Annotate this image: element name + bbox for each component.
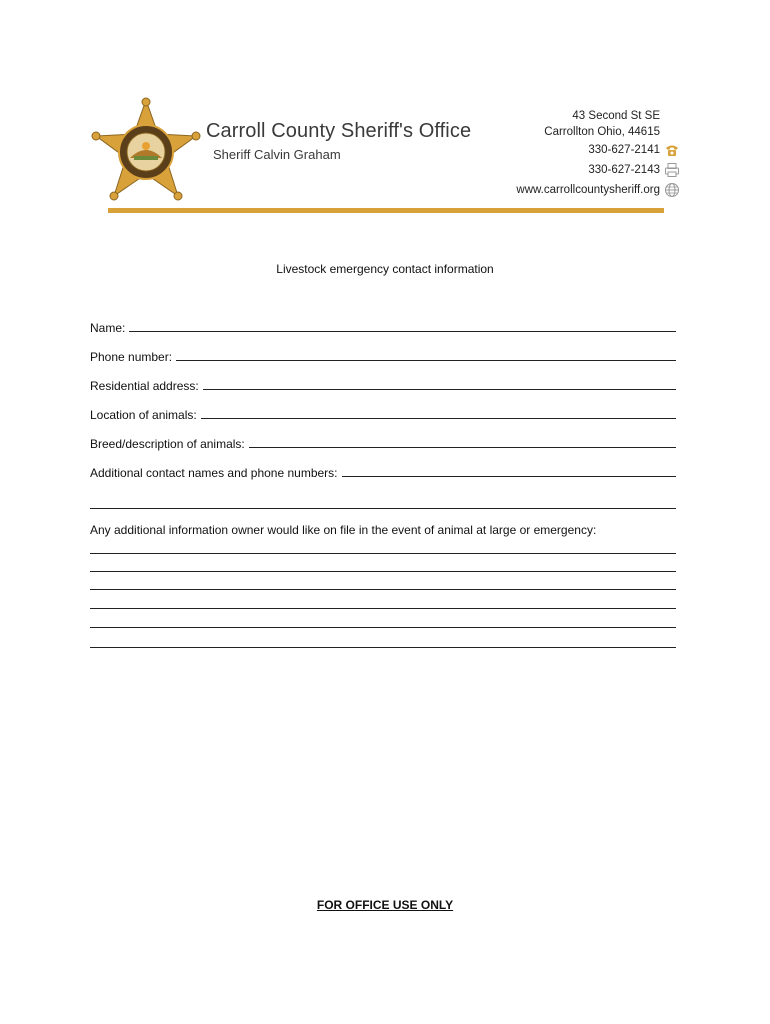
website-line	[480, 180, 680, 200]
breed-description-field[interactable]	[90, 433, 676, 451]
additional-contacts-field[interactable]	[90, 462, 676, 480]
residential-address-field[interactable]	[90, 375, 676, 393]
phone-number: 330-627-2141	[588, 144, 660, 156]
form-title: Livestock emergency contact information	[276, 262, 494, 276]
sheriff-name: Sheriff Calvin Graham	[213, 147, 341, 162]
phone-line	[480, 140, 680, 160]
additional-info-line[interactable]	[90, 608, 676, 609]
additional-contacts-input-line[interactable]	[342, 476, 677, 477]
breed-description-label: Breed/description of animals:	[90, 437, 245, 451]
residential-address-input-line[interactable]	[203, 389, 676, 390]
phone-number-input-line[interactable]	[176, 360, 676, 361]
additional-contacts-label: Additional contact names and phone numbers:	[90, 466, 338, 480]
name-input-line[interactable]	[129, 331, 676, 332]
website-link[interactable]: www.carrollcountysheriff.org	[516, 184, 660, 196]
globe-icon	[664, 182, 680, 198]
contact-block	[480, 108, 680, 200]
additional-contacts-continuation-line[interactable]	[90, 508, 676, 509]
additional-info-line[interactable]	[90, 627, 676, 628]
address-line-2: Carrollton Ohio, 44615	[544, 126, 660, 138]
additional-info-line[interactable]	[90, 647, 676, 648]
additional-info-line[interactable]	[90, 571, 676, 572]
fax-line	[480, 160, 680, 180]
address-line-1: 43 Second St SE	[572, 110, 660, 122]
additional-info-line[interactable]	[90, 553, 676, 554]
residential-address-label: Residential address:	[90, 379, 199, 393]
phone-icon	[664, 142, 680, 158]
office-use-heading: FOR OFFICE USE ONLY	[316, 898, 454, 912]
fax-number: 330-627-2143	[588, 164, 660, 176]
phone-number-field[interactable]	[90, 346, 676, 364]
header-divider	[108, 208, 664, 213]
breed-description-input-line[interactable]	[249, 447, 676, 448]
fax-icon	[664, 162, 680, 178]
letterhead	[88, 92, 680, 217]
sheriff-star-badge-icon	[88, 96, 204, 202]
name-field[interactable]	[90, 317, 676, 335]
phone-number-label: Phone number:	[90, 350, 173, 364]
additional-info-label: Any additional information owner would like on file in the event of animal at large or emergency:	[90, 523, 597, 537]
location-of-animals-label: Location of animals:	[90, 408, 197, 422]
name-label: Name:	[90, 321, 126, 335]
additional-info-line[interactable]	[90, 589, 676, 590]
office-name: Carroll County Sheriff's Office	[206, 120, 472, 142]
location-of-animals-field[interactable]	[90, 404, 676, 422]
location-of-animals-input-line[interactable]	[201, 418, 676, 419]
